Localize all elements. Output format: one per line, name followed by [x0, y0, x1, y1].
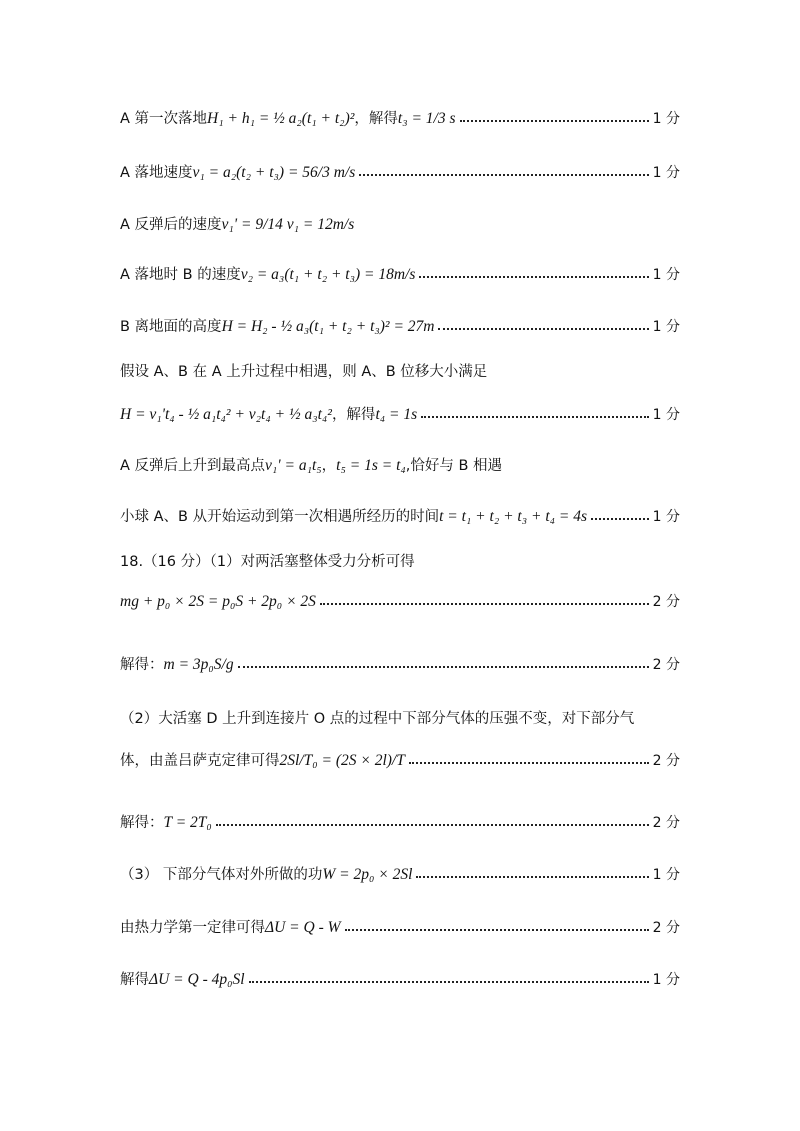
line-13	[120, 707, 680, 731]
line-7-mid: ，解得	[331, 406, 376, 423]
line-14-text: 体，由盖吕萨克定律可得	[120, 752, 280, 769]
line-8-formula2: t₅ = 1s = t₄	[336, 457, 406, 475]
line-8-formula: v₁' = a₁t₅	[265, 457, 322, 475]
line-6	[120, 360, 680, 384]
line-18-text: 解得	[120, 971, 149, 988]
line-4-text: A 落地时 B 的速度	[120, 266, 241, 283]
line-5-score: 1 分	[652, 319, 680, 335]
line-17-formula: ΔU = Q - W	[265, 919, 341, 937]
line-15	[120, 811, 680, 835]
leader-dots	[216, 824, 649, 826]
leader-dots	[416, 876, 648, 878]
line-15-text: 解得：	[120, 814, 164, 831]
line-1	[120, 106, 680, 132]
leader-dots	[345, 929, 649, 931]
line-11	[120, 590, 680, 614]
line-10	[120, 550, 680, 574]
line-12-text: 解得：	[120, 656, 164, 673]
line-1-formula: H₁ + h₁ = ½ a₂(t₁ + t₂)²	[207, 110, 355, 128]
line-18-formula: ΔU = Q - 4p₀Sl	[149, 971, 245, 989]
line-2-score: 1 分	[652, 165, 680, 181]
leader-dots	[438, 328, 648, 330]
line-2-text: A 落地速度	[120, 164, 193, 181]
line-8-mid: ，	[321, 457, 337, 474]
line-5-text: B 离地面的高度	[120, 318, 222, 335]
line-3-text: A 反弹后的速度	[120, 216, 222, 233]
line-11-score: 2 分	[652, 594, 680, 610]
line-9-text: 小球 A、B 从开始运动到第一次相遇所经历的时间	[120, 508, 440, 525]
line-18	[120, 968, 680, 992]
line-7-formula2: t₄ = 1s	[375, 406, 418, 424]
line-1-formula2: t₃ = 1/3 s	[397, 110, 456, 128]
line-7-formula: H = v₁'t₄ - ½ a₁t₄² + v₂t₄ + ½ a₃t₄²	[120, 406, 332, 424]
line-14	[120, 744, 680, 778]
leader-dots	[238, 666, 649, 668]
line-16-score: 1 分	[652, 867, 680, 883]
line-9-score: 1 分	[652, 509, 680, 525]
line-8-text: A 反弹后上升到最高点	[120, 457, 266, 474]
line-14-score: 2 分	[652, 753, 680, 769]
line-4	[120, 263, 680, 287]
line-16	[120, 863, 680, 887]
line-1-score: 1 分	[652, 111, 680, 127]
line-16-formula: W = 2p₀ × 2Sl	[322, 866, 413, 884]
line-1-text: A 第一次落地	[120, 110, 208, 127]
leader-dots	[419, 276, 648, 278]
line-14-formula: 2Sl/T₀ = (2S × 2l)/T	[279, 752, 405, 770]
line-12-score: 2 分	[652, 657, 680, 673]
line-9	[120, 505, 680, 529]
leader-dots	[421, 416, 649, 418]
line-6-text: 假设 A、B 在 A 上升过程中相遇，则 A、B 位移大小满足	[120, 363, 488, 380]
leader-dots	[249, 981, 649, 983]
line-8	[120, 454, 680, 478]
line-17-score: 2 分	[652, 920, 680, 936]
line-12-formula: m = 3p₀S/g	[163, 656, 234, 674]
question-18-heading: 18.（16 分）（1）对两活塞整体受力分析可得	[120, 553, 415, 570]
line-3-formula: v₁' = 9/14 v₁ = 12m/s	[221, 216, 355, 234]
line-1-mid: ，解得	[354, 110, 398, 127]
line-18-score: 1 分	[652, 972, 680, 988]
line-5-formula: H = H₂ - ½ a₃(t₁ + t₂ + t₃)² = 27m	[221, 318, 435, 336]
line-3	[120, 212, 680, 238]
line-17	[120, 916, 680, 940]
leader-dots	[359, 174, 648, 176]
leader-dots	[409, 762, 649, 764]
line-4-score: 1 分	[652, 267, 680, 283]
line-17-text: 由热力学第一定律可得	[120, 919, 265, 936]
line-9-formula: t = t₁ + t₂ + t₃ + t₄ = 4s	[439, 508, 588, 526]
line-15-score: 2 分	[652, 815, 680, 831]
line-4-formula: v₂ = a₃(t₁ + t₂ + t₃) = 18m/s	[240, 266, 416, 284]
line-12	[120, 648, 680, 682]
leader-dots	[460, 120, 649, 122]
line-15-formula: T = 2T₀	[163, 814, 212, 832]
line-2-formula: v₁ = a₂(t₂ + t₃) = 56/3 m/s	[192, 164, 356, 182]
line-8-post: ,恰好与 B 相遇	[405, 457, 503, 474]
leader-dots	[320, 603, 649, 605]
line-13-text: （2）大活塞 D 上升到连接片 O 点的过程中下部分气体的压强不变，对下部分气	[120, 710, 635, 727]
line-11-formula: mg + p₀ × 2S = p₀S + 2p₀ × 2S	[120, 593, 316, 611]
line-2	[120, 160, 680, 186]
line-7-score: 1 分	[652, 407, 680, 423]
line-16-text: （3） 下部分气体对外所做的功	[120, 866, 323, 883]
leader-dots	[591, 518, 649, 520]
line-5	[120, 314, 680, 340]
line-7	[120, 402, 680, 428]
